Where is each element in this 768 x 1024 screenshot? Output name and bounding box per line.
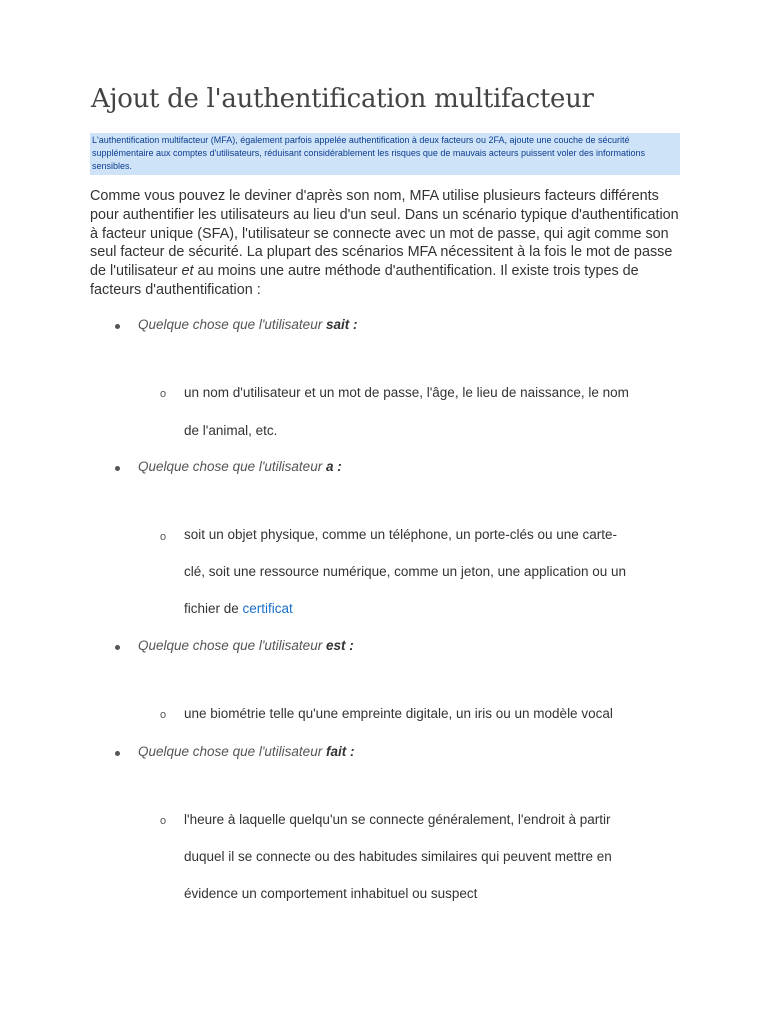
factor-detail-line: de l'animal, etc. [184, 423, 278, 438]
bullet-icon [115, 324, 120, 329]
factor-keyword: est : [325, 638, 354, 653]
sub-bullet-icon: o [160, 709, 167, 721]
factor-detail-line: clé, soit une ressource numérique, comme un jeton, une application ou un [184, 564, 627, 579]
factor-detail-line: un nom d'utilisateur et un mot de passe, l'âge, le lieu de naissance, le nom [184, 385, 629, 400]
factor-label: Quelque chose que l'utilisateur fait : [138, 744, 355, 759]
intro-text-2: au moins une autre méthode d'authentification. Il existe trois types de facteurs d'authentification : [90, 263, 639, 298]
intro-emphasis: et [181, 263, 194, 280]
factor-detail-line: évidence un comportement inhabituel ou suspect [184, 886, 478, 901]
intro-text-1: Comme vous pouvez le deviner d'après son nom, MFA utilise plusieurs facteurs différents pour authentifier les utilisateurs au lieu d'un seul. Dans un scénario typique d'authentification à facteur unique (SFA), l'utilisateur se connecte avec un mot de passe, qui agit comme son seul facteur de sécurité. La plupart des scénarios MFA nécessitent à la fois le mot de passe de l'utilisateur [90, 188, 679, 280]
factor-keyword: a : [325, 459, 342, 474]
factor-detail-line: duquel il se connecte ou des habitudes similaires qui peuvent mettre en [184, 849, 612, 864]
highlighted-summary: L'authentification multifacteur (MFA), également parfois appelée authentification à deux facteurs ou 2FA, ajoute une couche de sécurité supplémentaire aux comptes d'utilisateurs, réduisant considérablement les risques que de mauvais acteurs puissent voler des informations sensibles. [90, 133, 680, 175]
certificat-link[interactable]: certificat [242, 601, 293, 616]
factor-label: Quelque chose que l'utilisateur est : [138, 638, 354, 653]
page-title: Ajout de l'authentification multifacteur [91, 84, 594, 114]
bullet-icon [115, 466, 120, 471]
factor-keyword: sait : [325, 317, 358, 332]
bullet-icon [115, 751, 120, 756]
factor-detail-line: une biométrie telle qu'une empreinte digitale, un iris ou un modèle vocal [184, 706, 613, 721]
factor-label: Quelque chose que l'utilisateur a : [138, 459, 342, 474]
intro-paragraph [90, 187, 682, 300]
sub-bullet-icon: o [160, 815, 167, 827]
sub-bullet-icon: o [160, 388, 167, 400]
factor-detail-line: soit un objet physique, comme un téléphone, un porte-clés ou une carte- [184, 527, 618, 542]
factor-detail-line: fichier de certificat [184, 601, 293, 616]
sub-bullet-icon: o [160, 531, 167, 543]
factor-keyword: fait : [325, 744, 355, 759]
factor-label: Quelque chose que l'utilisateur sait : [138, 317, 358, 332]
bullet-icon [115, 645, 120, 650]
factor-detail-line: l'heure à laquelle quelqu'un se connecte généralement, l'endroit à partir [184, 812, 611, 827]
